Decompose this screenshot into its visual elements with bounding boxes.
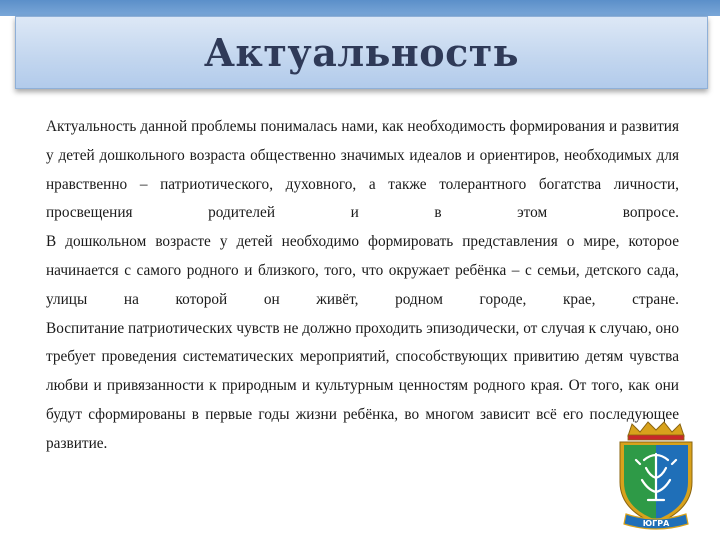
crown-icon bbox=[628, 422, 684, 440]
slide-title: Актуальность bbox=[203, 30, 520, 75]
paragraph-preschool: В дошкольном возрасте у детей необходимо формировать представления о мире, которое начинается с самого родного и близкого, того, что окружает ребёнка – с семьи, детского сада, улицы на которой он живёт, родном городе, крае, стране. bbox=[46, 233, 679, 308]
paragraph-upbringing: Воспитание патриотических чувств не должно проходить эпизодически, от случая к случаю, оно требует проведения систематических мероприятий, способствующих привитию детям чувства любви и привязанности к природным и культурным ценностям родного края. От того, как они будут сформированы в первые годы жизни ребёнка, во многом зависит всё его последующее развитие. bbox=[46, 319, 679, 452]
title-banner bbox=[15, 16, 708, 89]
paragraph-relevance: Актуальность данной проблемы понималась нами, как необходимость формирования и развития у детей дошкольного возраста общественно значимых идеалов и ориентиров, необходимых для нравственно – патриотического, духовного, а также толерантного богатства личности, просвещения родителей и в этом вопросе. bbox=[46, 118, 679, 222]
top-accent-band bbox=[0, 0, 720, 16]
emblem-label: ЮГРА bbox=[642, 519, 670, 528]
yugra-emblem bbox=[606, 420, 706, 532]
body-text bbox=[46, 113, 679, 459]
